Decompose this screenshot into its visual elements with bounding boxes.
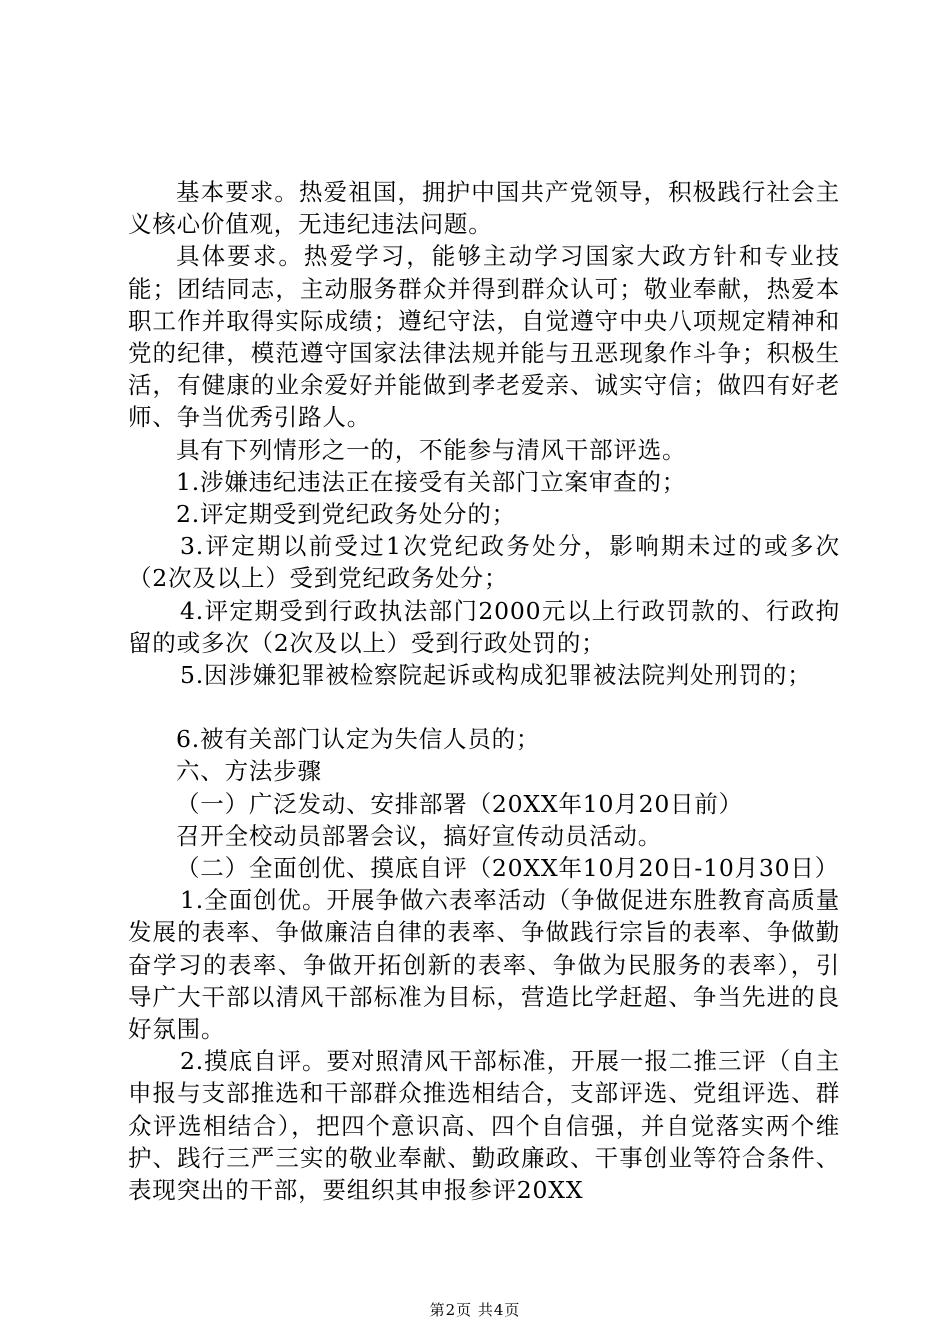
- list-item: 3.评定期以前受过1次党纪政务处分，影响期未过的或多次（2次及以上）受到党纪政务处分；: [128, 532, 840, 593]
- list-item: 1.涉嫌违纪违法正在接受有关部门立案审查的；: [176, 467, 687, 496]
- list-item: 6.被有关部门认定为失信人员的；: [176, 725, 541, 754]
- paragraph-basic-requirements: 基本要求。热爱祖国，拥护中国共产党领导，积极践行社会主义核心价值观，无违纪违法问题。: [128, 178, 840, 239]
- list-item: 2.评定期受到党纪政务处分的；: [176, 500, 516, 529]
- paragraph-exclusion-intro: 具有下列情形之一的，不能参与清风干部评选。: [176, 435, 687, 464]
- paragraph-specific-requirements: 具体要求。热爱学习，能够主动学习国家大政方针和专业技能；团结同志，主动服务群众并得到群众认可；敬业奉献，热爱本职工作并取得实际成绩；遵纪守法，自觉遵守中央八项规定精神和党的纪律，模范遵守国家法律法规并能与丑恶现象作斗争；积极生活，有健康的业余爱好并能做到孝老爱亲、诚实守信；做四有好老师、争当优秀引路人。: [128, 242, 840, 432]
- list-item: 5.因涉嫌犯罪被检察院起诉或构成犯罪被法院判处刑罚的；: [180, 661, 812, 690]
- page-number-footer: 第2页 共4页: [429, 1301, 521, 1319]
- document-body: [128, 176, 840, 1206]
- paragraph-self-evaluation: 2.摸底自评。要对照清风干部标准，开展一报二推三评（自主申报与支部推选和干部群众推选相结合，支部评选、党组评选、群众评选相结合），把四个意识高、四个自信强，并自觉落实两个维护、践行三严三实的敬业奉献、勤政廉政、干事创业等符合条件、表现突出的干部，要组织其申报参评20XX: [128, 1047, 840, 1205]
- subsection-heading: （一）广泛发动、安排部署（20XX年10月20日前）: [176, 789, 743, 818]
- list-item: 4.评定期受到行政执法部门2000元以上行政罚款的、行政拘留的或多次（2次及以上）受到行政处罚的；: [128, 596, 840, 657]
- paragraph-comprehensive-excellence: 1.全面创优。开展争做六表率活动（争做促进东胜教育高质量发展的表率、争做廉洁自律的表率、争做践行宗旨的表率、争做勤奋学习的表率、争做开拓创新的表率、争做为民服务的表率），引导广大干部以清风干部标准为目标，营造比学赶超、争当先进的良好氛围。: [128, 886, 840, 1044]
- section-heading: 六、方法步骤: [176, 757, 322, 786]
- paragraph-mobilization: 召开全校动员部署会议，搞好宣传动员活动。: [176, 821, 662, 850]
- subsection-heading: （二）全面创优、摸底自评（20XX年10月20日-10月30日）: [176, 854, 840, 883]
